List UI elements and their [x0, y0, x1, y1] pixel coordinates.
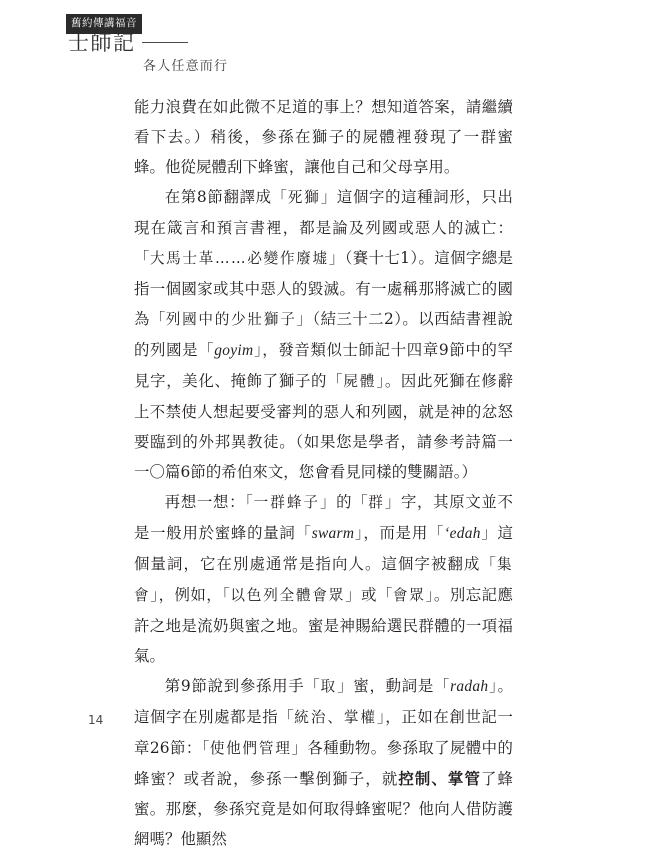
text-run: 」或「: [345, 586, 393, 604]
text-run: 」。別忘記應許之地是流奶與蜜之地。蜜是神賜給選民群體的一項福氣。: [134, 586, 513, 665]
page-number: 14: [88, 713, 104, 727]
text-run: 」，例如，「: [150, 586, 231, 604]
body-paragraph: [134, 671, 513, 854]
transliterated-term: radah: [450, 678, 489, 695]
text-run: 」字，其原文並不是一般用於蜜蜂的量詞「: [134, 493, 513, 542]
transliterated-term: goyim: [214, 342, 254, 359]
text-run: 能力浪費在如此微不足道的事上？想知道答案，請繼續看下去。）稍後，參孫在獅子的屍體裡發現了一群蜜蜂。他從屍體刮下蜂蜜，讓他自己和父母享用。: [134, 98, 513, 176]
text-run: 」（結三十二2）。以西結書裡說的列國是「: [134, 310, 514, 359]
quoted-term: 取: [320, 678, 338, 695]
text-run: 」各種動物。參孫取了屍體中的蜂蜜？或者說，參孫一擊倒獅子，就: [134, 739, 513, 788]
quoted-term: 屍體: [343, 373, 377, 390]
text-run: 了蜂蜜。那麼，參孫究竟是如何取得蜂蜜呢？他向人借防護網嗎？他顯然: [134, 770, 513, 848]
text-run: 再想一想：「: [164, 493, 254, 511]
text-run: 」（賽十七1）。這個字總是指一個國家或其中惡人的毀滅。有一處稱那將滅亡的國為「: [134, 249, 513, 328]
quoted-term: 會眾: [392, 587, 426, 604]
quoted-term: 列國中的少壯獅子: [165, 311, 297, 328]
text-run: 第9節說到參孫用手「: [164, 677, 321, 695]
transliterated-term: swarm: [311, 525, 355, 542]
quoted-term: 大馬士革……必變作廢墟: [149, 250, 329, 267]
text-run: 」，而是用「: [354, 524, 445, 542]
book-subtitle: 各人任意而行: [143, 59, 229, 74]
body-paragraph: [134, 182, 513, 487]
bold-emphasis: 控制、掌管: [398, 770, 481, 788]
text-run: 」這個字的這種詞形，只出現在箴言和預言書裡，都是論及列國或惡人的滅亡：「: [134, 188, 514, 267]
page-title: 士師記: [68, 31, 136, 55]
quoted-term: 死獅: [287, 189, 321, 206]
transliterated-term: ‘edah: [444, 525, 481, 542]
text-run: 」蜜，動詞是「: [337, 677, 451, 695]
title-rule-decoration: [142, 42, 188, 44]
series-tag: 舊約傳講福音: [66, 14, 142, 34]
quoted-term: 使他們管理: [209, 740, 292, 757]
text-run: 在第8節翻譯成「: [164, 188, 288, 206]
text-run: 」，正如在創世記一章26節：「: [134, 708, 513, 757]
text-run: 」。這個字在別處都是指「: [134, 677, 513, 726]
quoted-term: 統治、掌權: [294, 709, 377, 726]
quoted-term: 一群蜂子: [253, 494, 321, 511]
book-title-row: [68, 33, 188, 54]
text-run: 」的「: [320, 493, 369, 511]
quoted-term: 集會: [134, 556, 513, 604]
body-paragraph: [134, 92, 513, 182]
text-run: 」這個量詞，它在別處通常是指向人。這個字被翻成「: [134, 524, 513, 573]
text-run: 」。因此死獅在修辭上不禁使人想起要受審判的惡人和列國，就是神的忿怒要臨到的外邦異教徒。（如果您是學者，請參考詩篇一一〇篇6節的希伯來文，您會看見同樣的雙關語。）: [134, 372, 513, 481]
body-text-column: [134, 92, 513, 854]
body-paragraph: [134, 487, 513, 671]
quoted-term: 以色列全體會眾: [230, 587, 346, 604]
quoted-term: 群: [368, 494, 385, 511]
text-run: 」，發音類似士師記十四章9節中的罕見字，美化、掩飾了獅子的「: [134, 341, 513, 390]
